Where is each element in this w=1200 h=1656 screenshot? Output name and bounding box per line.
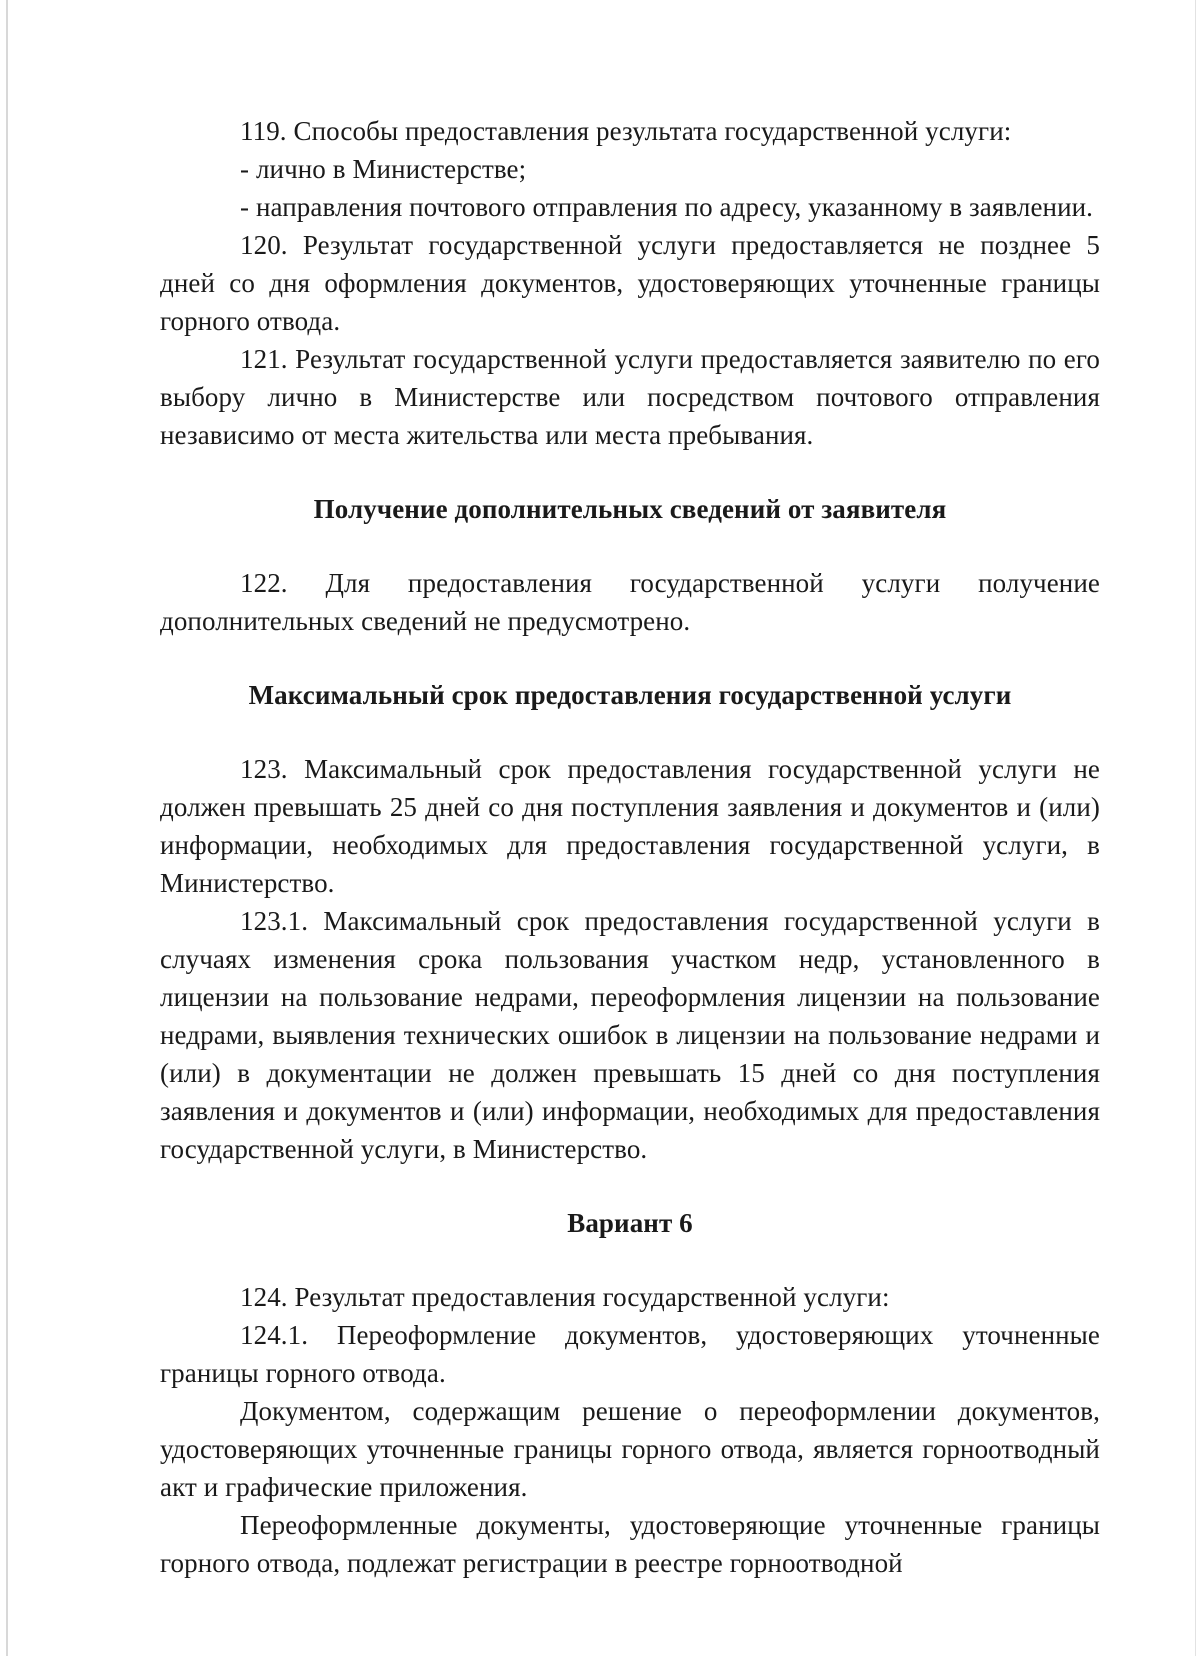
scan-edge-right [1195,0,1196,1656]
section-heading-max-term: Максимальный срок предоставления государственной услуги [248,680,1012,710]
paragraph-124-registration: Переоформленные документы, удостоверяющие уточненные границы горного отвода, подлежат регистрации в реестре горноотводной [160,1510,1100,1578]
paragraph-124-document: Документом, содержащим решение о переоформлении документов, удостоверяющих уточненные границы горного отвода, является горноотводный акт и графические приложения. [160,1396,1100,1502]
paragraph-123: 123. Максимальный срок предоставления государственной услуги не должен превышать 25 дней со дня поступления заявления и документов и (или) информации, необходимых для предоставления государственной услуги, в Министерство. [160,754,1100,898]
scan-edge-left [6,0,8,1656]
document-body [160,112,1100,1582]
paragraph-121: 121. Результат государственной услуги предоставляется заявителю по его выбору лично в Министерстве или посредством почтового отправления независимо от места жительства или места пребывания. [160,344,1100,450]
paragraph-122: 122. Для предоставления государственной услуги получение дополнительных сведений не предусмотрено. [160,568,1100,636]
paragraph-119-item-2: - направления почтового отправления по адресу, указанному в заявлении. [240,192,1094,222]
section-heading-additional-info: Получение дополнительных сведений от заявителя [313,494,947,524]
paragraph-124-1: 124.1. Переоформление документов, удостоверяющих уточненные границы горного отвода. [160,1320,1100,1388]
paragraph-124: 124. Результат предоставления государственной услуги: [240,1282,890,1312]
paragraph-123-1: 123.1. Максимальный срок предоставления государственной услуги в случаях изменения срока пользования участком недр, установленного в лицензии на пользование недрами, переоформления лицензии на пользование недрами, выявления технических ошибок в лицензии на пользование недрами и (или) в документации не должен превышать 15 дней со дня поступления заявления и документов и (или) информации, необходимых для предоставления государственной услуги, в Министерство. [160,906,1100,1164]
paragraph-120: 120. Результат государственной услуги предоставляется не позднее 5 дней со дня оформления документов, удостоверяющих уточненные границы горного отвода. [160,230,1100,336]
paragraph-119-item-1: - лично в Министерстве; [240,154,527,184]
paragraph-119: 119. Способы предоставления результата государственной услуги: [240,116,1012,146]
section-heading-variant-6: Вариант 6 [567,1208,693,1238]
